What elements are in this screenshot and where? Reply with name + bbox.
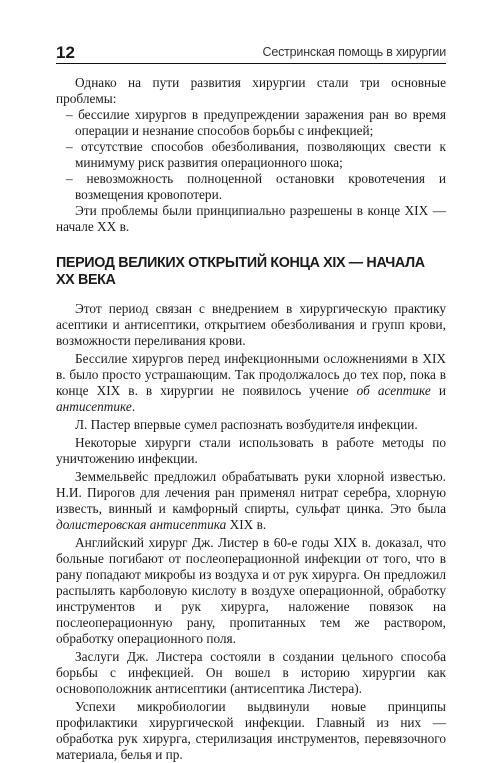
section-heading: ПЕРИОД ВЕЛИКИХ ОТКРЫТИЙ КОНЦА XIX — НАЧАЛА XX ВЕКА <box>56 255 425 288</box>
term-asepsis: об асептике <box>356 383 431 398</box>
page-header <box>56 0 446 64</box>
section-paragraph-6: Английский хирург Дж. Листер в 60-е годы XIX в. доказал, что больные погибают от послеоперационной инфекции от того, что в рану попадают микробы из воздуха и от рук хирурга. Он предложил распылять карболовую кислоту в воздухе операционной, обработку инструментов и рук хирурга, наложение повязок на послеоперационную рану, пропитанных тем же раствором, обработку операционного поля. <box>56 535 446 646</box>
section-paragraph-4: Некоторые хирурги стали использовать в работе методы по уничтожению инфекции. <box>56 435 446 466</box>
section-paragraph-3: Л. Пастер впервые сумел распознать возбудителя инфекции. <box>75 417 418 432</box>
problem-item-3: – невозможность полноценной остановки кровотечения и возмещения кровопотери. <box>66 171 446 202</box>
intro-paragraph: Однако на пути развития хирургии стали три основные проблемы: <box>56 75 446 106</box>
term-antisepsis: антисептике <box>56 399 132 414</box>
problem-item-2: – отсутствие способов обезболивания, позволяющих свести к минимуму риск развития операционного шока; <box>66 139 446 170</box>
section-paragraph-7: Заслуги Дж. Листера состояли в создании цельного способа борьбы с инфекцией. Он вошел в историю хирургии как основоположник антисептики (антисептика Листера). <box>56 649 446 696</box>
term-prelister-antisepsis: долистеровская антисептика <box>56 517 227 532</box>
intro-conclusion: Эти проблемы были принципиально разрешены в конце XIX — начале XX в. <box>56 203 446 234</box>
problem-item-1: – бессилие хирургов в предупреждении заражения ран во время операции и незнание способов борьбы с инфекцией; <box>66 107 446 138</box>
page-number: 12 <box>56 43 75 62</box>
section-paragraph-5: Земмельвейс предложил обрабатывать руки хлорной известью. Н.И. Пирогов для лечения ран применял нитрат серебра, хлорную известь, винный и камфорный спирты, сульфат цинка. Это была долистеровская антисептика XIX в. <box>56 469 446 532</box>
running-title: Сестринская помощь в хирургии <box>262 45 446 59</box>
page-body <box>56 75 446 763</box>
header-rule <box>56 63 446 64</box>
section-paragraph-1: Этот период связан с внедрением в хирургическую практику асептики и антисептики, открытием обезболивания и групп крови, возможности переливания крови. <box>56 301 446 348</box>
section-paragraph-8: Успехи микробиологии выдвинули новые принципы профилактики хирургической инфекции. Главный из них — обработка рук хирурга, стерилизация инструментов, перевязочного материала, белья и пр. <box>56 699 446 762</box>
section-paragraph-2: Бессилие хирургов перед инфекционными осложнениями в XIX в. было просто устрашающим. Так продолжалось до тех пор, пока в конце XIX в. в хирургии не появилось учение об асептике и антисептике. <box>56 351 446 414</box>
